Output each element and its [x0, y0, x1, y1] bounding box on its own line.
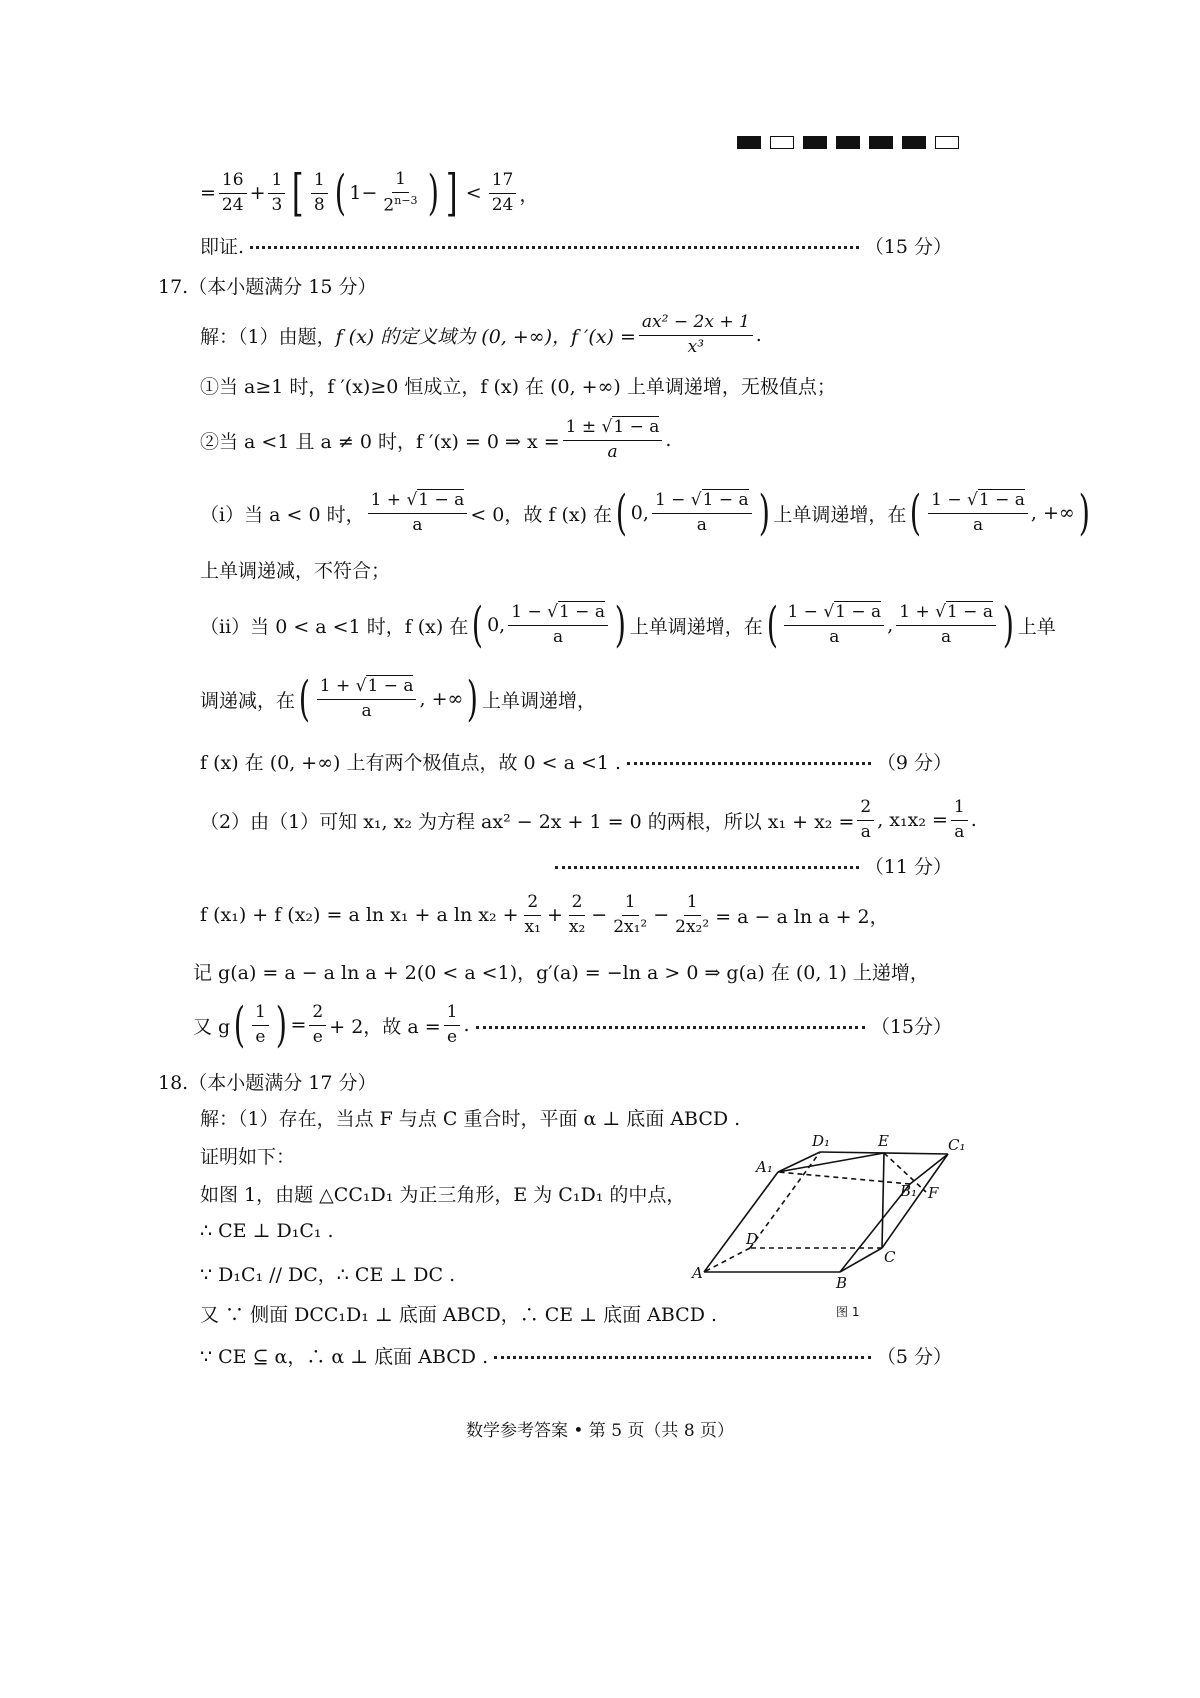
q17-line5: 上单调递减，不符合； — [200, 560, 391, 582]
fraction: $\frac{2}{\text{x₁}}$ — [524, 892, 541, 937]
fraction: $\frac{17}{24}$ — [489, 170, 517, 216]
q17-line3: ②当 a <1 且 a ≠ 0 时，f ′(x) = 0 ⇒ x = $\frac{1 \pm √1 - a}{a}$ . — [200, 417, 672, 462]
page-footer: 数学参考答案 • 第 5 页（共 8 页） — [465, 1421, 735, 1441]
score-label: （15 分） — [864, 236, 952, 258]
fraction: $\frac{1 \pm √1 - a}{a}$ — [563, 417, 663, 463]
q18-line5: ∵ D₁C₁ // DC，∴ CE ⊥ DC . — [200, 1264, 456, 1286]
figure-caption: 图 1 — [836, 1305, 860, 1319]
fraction: $\frac{1}{\text{2x₂²}}$ — [675, 892, 710, 937]
label-e: E — [878, 1132, 889, 1150]
fraction: $\frac{1}{e}$ — [444, 1002, 461, 1048]
header-mark-empty — [935, 136, 959, 149]
inequality-line: = $\frac{16}{24}$ + $\frac{1}{3}$ [ $\frac{1}{8}$ ( 1− $\frac{1}{2^{n-3}}$ ) ] < $\frac{17}{24}$ ， — [200, 164, 539, 222]
edge-a1-e — [778, 1153, 884, 1172]
fraction: $\frac{1 - √1 - a}{a}$ — [508, 602, 608, 648]
q17-line8: f (x) 在 (0, +∞) 上有两个极值点，故 0 < a <1 . （9 分） — [200, 748, 952, 775]
q18-title: 18.（本小题满分 17 分） — [158, 1072, 377, 1094]
q17-line9: （2）由（1）可知 x₁, x₂ 为方程 ax² − 2x + 1 = 0 的两根，所以 x₁ + x₂ = $\frac{2}{a}$ , x₁x₂ = $\frac{1}{a}$ . — [200, 797, 977, 842]
fraction: $\frac{1 + √1 - a}{a}$ — [368, 490, 468, 536]
q18-line4: ∴ CE ⊥ D₁C₁ . — [200, 1220, 334, 1242]
edge-a-a1 — [704, 1172, 778, 1272]
fraction: $\frac{1}{3}$ — [268, 170, 285, 216]
fraction: $\frac{1}{2^{n-3}}$ — [383, 169, 418, 216]
label-a1: A₁ — [756, 1158, 773, 1176]
q17-line4: （i）当 a < 0 时， $\frac{1 + √1 - a}{a}$ < 0，故 f (x) 在 ( 0, $\frac{1 - √1 - a}{a}$ ) 上单调递增，在 ( $\frac{1 - √1 - a}{a}$ , +∞ ) — [200, 485, 1090, 541]
edge-e-c — [882, 1153, 884, 1248]
fraction: $\frac{2}{e}$ — [309, 1002, 326, 1048]
q18-line3: 如图 1，由题 △CC₁D₁ 为正三角形，E 为 C₁D₁ 的中点， — [200, 1184, 686, 1206]
label-c1: C₁ — [948, 1136, 966, 1154]
fraction: $\frac{1 + √1 - a}{a}$ — [896, 602, 996, 648]
fraction: $\frac{1 + √1 - a}{a}$ — [317, 676, 417, 722]
header-mark-filled — [869, 136, 893, 149]
score-label: （9 分） — [876, 752, 952, 774]
proof-end-line: 即证. （15 分） — [200, 232, 952, 259]
header-mark-empty — [770, 136, 794, 149]
q17-line2: ①当 a≥1 时，f ′(x)≥0 恒成立，f (x) 在 (0, +∞) 上单调递增，无极值点； — [200, 376, 836, 398]
q17-line11: 记 g(a) = a − a ln a + 2(0 < a <1)，g′(a) = −ln a > 0 ⇒ g(a) 在 (0, 1) 上递增， — [193, 962, 929, 984]
header-mark-filled — [902, 136, 926, 149]
fraction: $\frac{\text{ax² − 2x + 1}}{\text{x³}}$ — [639, 312, 753, 358]
header-mark-filled — [737, 136, 761, 149]
label-d1: D₁ — [812, 1132, 831, 1150]
header-mark-filled — [836, 136, 860, 149]
fraction: $\frac{16}{24}$ — [219, 170, 247, 216]
q18-line1: 解：（1）存在，当点 F 与点 C 重合时，平面 α ⊥ 底面 ABCD . — [200, 1108, 741, 1130]
label-c: C — [884, 1248, 896, 1266]
q18-line6: 又 ∵ 侧面 DCC₁D₁ ⊥ 底面 ABCD，∴ CE ⊥ 底面 ABCD . — [200, 1304, 718, 1326]
edge-d-a — [704, 1248, 750, 1272]
header-mark-filled — [803, 136, 827, 149]
score-label: （11 分） — [864, 856, 952, 878]
q17-title: 17.（本小题满分 15 分） — [158, 276, 377, 298]
q17-line10: f (x₁) + f (x₂) = a ln x₁ + a ln x₂ + $\frac{2}{\text{x₁}}$ + $\frac{2}{\text{x₂}}$ − $\frac{1}{\text{2x₁²}}$ − $\frac{1}{\text{2x₂²}}$ = a − a ln a + 2， — [200, 892, 889, 937]
label-f: F — [928, 1184, 939, 1202]
fraction: $\frac{1}{a}$ — [951, 797, 968, 843]
fraction: $\frac{1}{\text{2x₁²}}$ — [613, 892, 648, 937]
edge-b-c — [840, 1248, 882, 1272]
score-label: （5 分） — [876, 1346, 952, 1368]
fraction: $\frac{1 - √1 - a}{a}$ — [928, 490, 1028, 536]
edge-c1-b1 — [910, 1154, 948, 1184]
label-b: B — [836, 1274, 848, 1292]
q17-line7: 调递减，在 ( $\frac{1 + √1 - a}{a}$ , +∞ ) 上单调递增， — [200, 671, 597, 727]
fraction: $\frac{1 - √1 - a}{a}$ — [652, 490, 752, 536]
label-b1: B₁ — [900, 1182, 918, 1200]
fraction: $\frac{1}{e}$ — [252, 1002, 269, 1048]
label-d: D — [746, 1230, 759, 1248]
prism-figure — [690, 1132, 970, 1332]
fraction: $\frac{2}{a}$ — [857, 797, 874, 843]
fraction: $\frac{1}{8}$ — [311, 170, 328, 216]
q17-score11-line — [555, 852, 952, 879]
q17-line12: 又 g ( $\frac{1}{e}$ ) = $\frac{2}{e}$ + 2，故 a = $\frac{1}{e}$ . （15分） — [193, 997, 952, 1053]
q17-line1: 解：（1）由题， f (x) 的定义域为 (0, +∞)，f ′(x) = $\frac{\text{ax² − 2x + 1}}{\text{x³}}$ . — [200, 312, 762, 357]
fraction: $\frac{2}{\text{x₂}}$ — [568, 892, 586, 937]
q18-line2: 证明如下： — [200, 1146, 296, 1168]
score-label: （15分） — [870, 1015, 952, 1038]
label-a: A — [692, 1264, 703, 1282]
fraction: $\frac{1 - √1 - a}{a}$ — [784, 602, 884, 648]
q17-line6: （ii）当 0 < a <1 时，f (x) 在 ( 0, $\frac{1 - √1 - a}{a}$ ) 上单调递增，在 ( $\frac{1 - √1 - a}{a}$ , $\frac{1 + √1 - a}{a}$ ) 上单 — [200, 597, 1056, 653]
q18-line7: ∵ CE ⊆ α，∴ α ⊥ 底面 ABCD . （5 分） — [200, 1342, 952, 1369]
